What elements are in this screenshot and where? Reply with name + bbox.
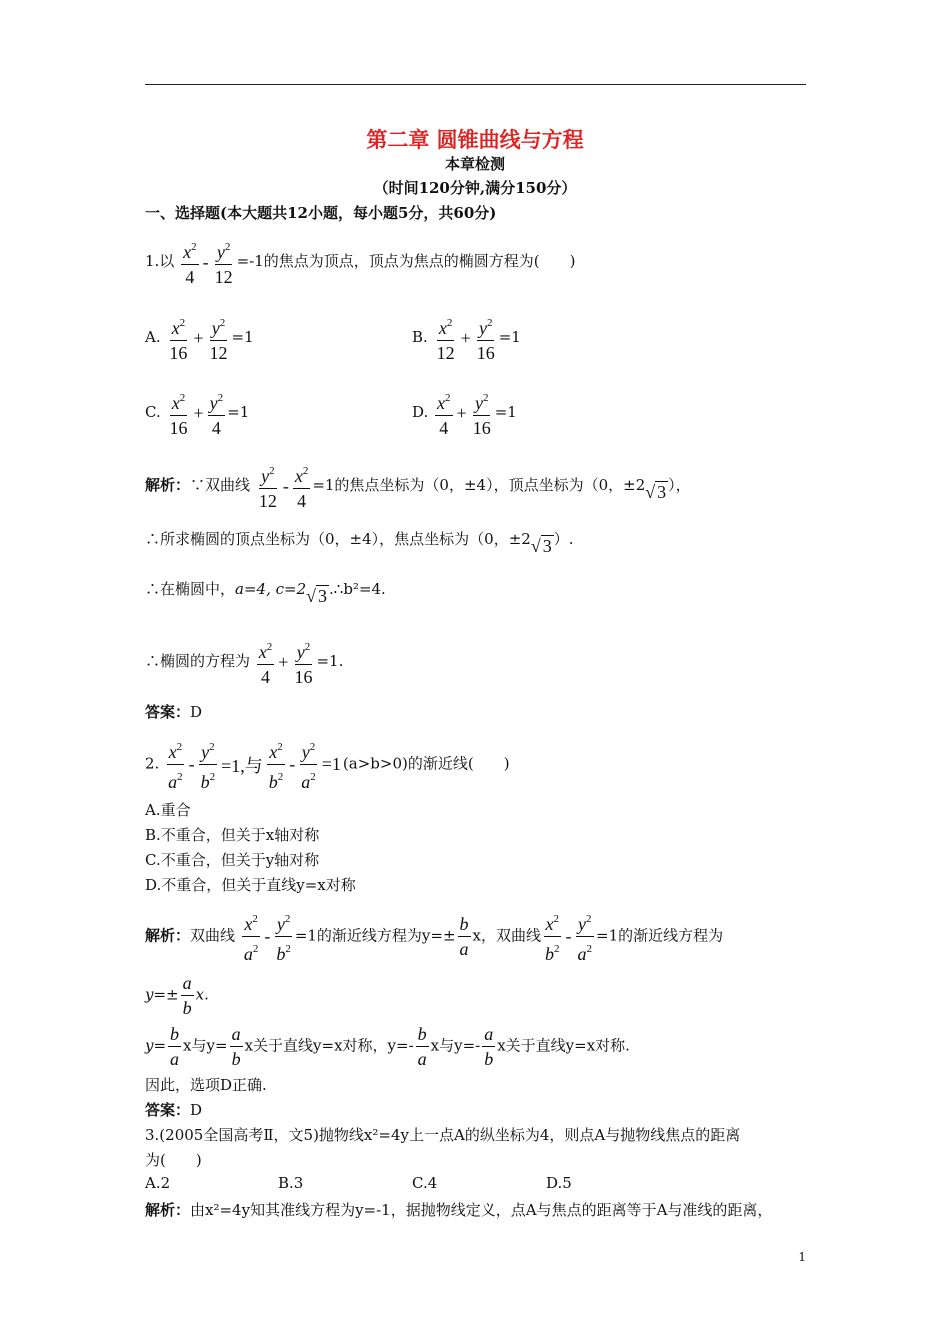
q2-answer: 答案：D	[145, 1101, 203, 1119]
question-3-line1: 3.(2005全国高考Ⅱ，文5)抛物线x²=4y上一点A的纵坐标为4，则点A与抛物线焦点的距离	[145, 1126, 741, 1144]
q1-option-b: B. $\frac{x^2}{12}$ + $\frac{y^2}{16}$ =1	[412, 312, 521, 364]
q1-solution-line1: 解析：∵双曲线 $\frac{y^2}{12}$ - $\frac{x^2}{4}$ =1的焦点坐标为（0，±4），顶点坐标为（0，±2√ 3 ），	[145, 460, 691, 512]
q1-option-c: C. $\frac{x^2}{16}$ + $\frac{y^2}{4}$ =1	[145, 387, 249, 439]
time-info: （时间120分钟,满分150分）	[373, 179, 577, 197]
q1-option-d: D. $\frac{x^2}{4}$ + $\frac{y^2}{16}$ =1	[412, 387, 517, 439]
fraction: $\frac{x^2}{4}$	[181, 236, 199, 288]
section-heading: 一、选择题(本大题共12小题，每小题5分，共60分)	[145, 204, 497, 222]
question-1: 1.以 $\frac{x^2}{4}$ - $\frac{y^2}{12}$ =-1的焦点为顶点，顶点为焦点的椭圆方程为( )	[145, 236, 575, 288]
q1-solution-line3: ∴在椭圆中，a=4, c=2√ 3 .∴b²=4.	[145, 580, 386, 606]
q1-stem: =-1的焦点为顶点，顶点为焦点的椭圆方程为( )	[236, 252, 576, 270]
q2-option-a: A.重合	[145, 801, 191, 819]
q1-solution-line2: ∴所求椭圆的顶点坐标为（0，±4），焦点坐标为（0，±2√ 3 ）.	[145, 530, 574, 556]
sqrt-3: √ 3	[530, 536, 552, 556]
q3-option-b: B.3	[278, 1174, 304, 1192]
q3-option-a: A.2	[145, 1174, 171, 1192]
sqrt-3: √ 3	[645, 482, 667, 502]
question-2: 2. $\frac{x^2}{a^2}$ - $\frac{y^2}{b^2}$ =1,与 $\frac{x^2}{b^2}$ - $\frac{y^2}{a^2}$ =1 (a>b>0)的渐近线( )	[145, 736, 510, 793]
q1-number: 1.以	[145, 252, 175, 270]
page-number: 1	[798, 1250, 806, 1264]
q3-solution: 解析：由x²=4y知其准线方程为y=-1，据抛物线定义，点A与焦点的距离等于A与准线的距离，	[145, 1201, 773, 1219]
header-rule	[145, 84, 806, 85]
q3-option-d: D.5	[546, 1174, 572, 1192]
q3-option-c: C.4	[412, 1174, 438, 1192]
q2-option-d: D.不重合，但关于直线y=x对称	[145, 876, 356, 894]
fraction: $\frac{y^2}{12}$	[213, 236, 235, 288]
subtitle: 本章检测	[444, 155, 505, 173]
q1-answer: 答案：D	[145, 703, 203, 721]
q2-solution-line3: y= $\frac{b}{a}$ x与y= $\frac{a}{b}$ x关于直线y=x对称，y=- $\frac{b}{a}$ x与y=- $\frac{a}{b}$ x关于直线y=x对称.	[145, 1024, 630, 1069]
q2-conclusion: 因此，选项D正确.	[145, 1076, 267, 1094]
q1-solution-line4: ∴椭圆的方程为 $\frac{x^2}{4}$ + $\frac{y^2}{16}$ =1.	[145, 636, 343, 688]
chapter-title: 第二章 圆锥曲线与方程	[366, 127, 584, 152]
q2-option-c: C.不重合，但关于y轴对称	[145, 851, 320, 869]
q2-option-b: B.不重合，但关于x轴对称	[145, 826, 320, 844]
q2-solution-line2: y=± $\frac{a}{b}$ x.	[145, 973, 209, 1018]
q1-option-a: A. $\frac{x^2}{16}$ + $\frac{y^2}{12}$ =1	[145, 312, 254, 364]
q2-solution-line1: 解析：双曲线 $\frac{x^2}{a^2}$ - $\frac{y^2}{b^2}$ =1的渐近线方程为y=± $\frac{b}{a}$ x，双曲线 $\frac{x^2}{b^2}$ - $\frac{y^2}{a^2}$ =1的渐近线方程为	[145, 908, 723, 965]
sqrt-3: √ 3	[306, 586, 328, 606]
question-3-line2: 为( )	[145, 1151, 202, 1169]
